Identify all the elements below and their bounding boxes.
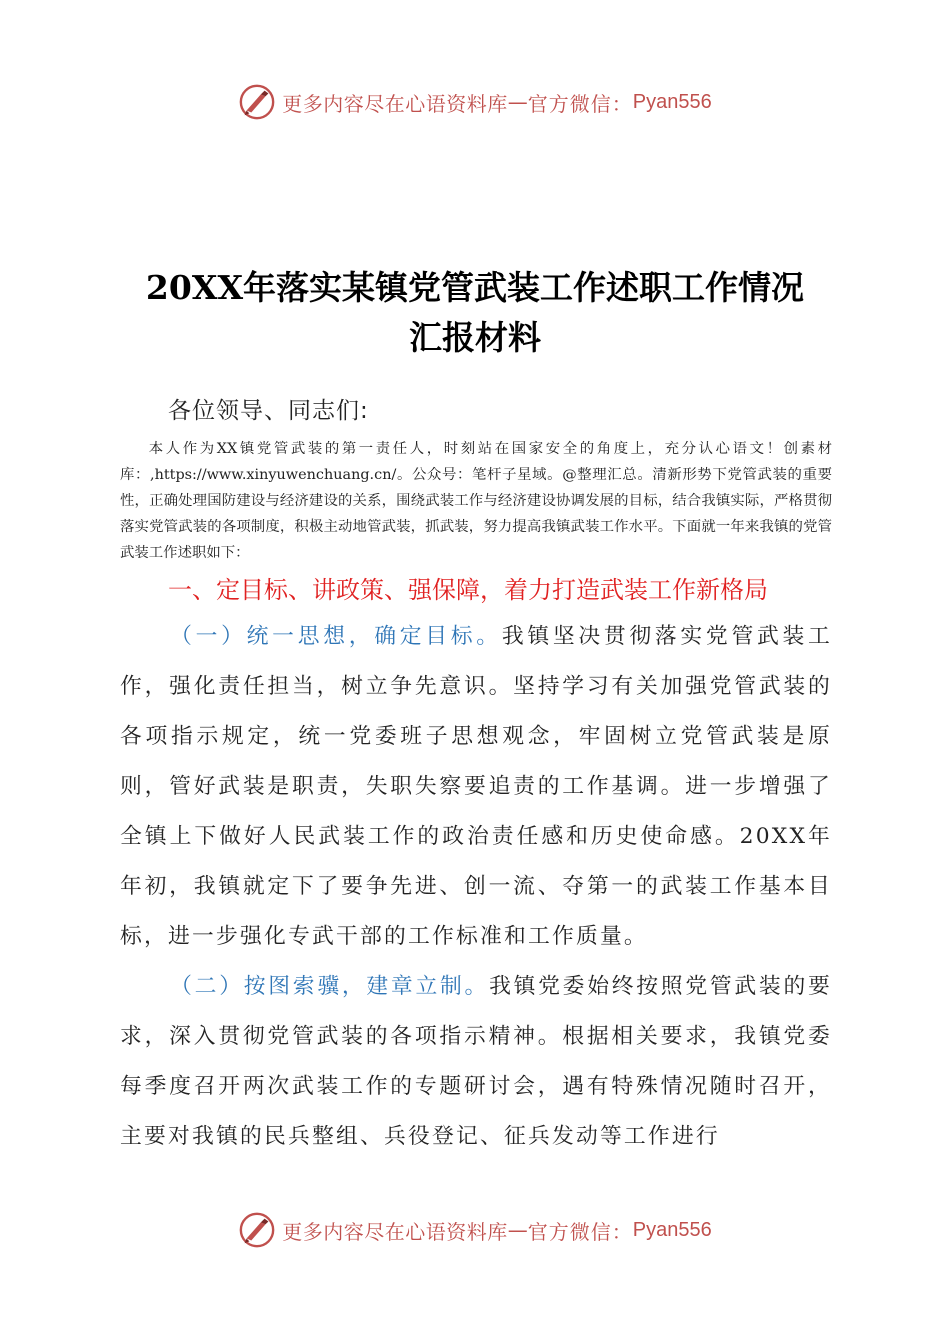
banner-account: Pyan556 — [632, 1218, 712, 1241]
section-heading-1: 一、定目标、讲政策、强保障，着力打造武装工作新格局 — [168, 576, 768, 604]
banner-dash: — — [507, 90, 528, 114]
header-banner — [0, 80, 950, 124]
paragraph-2-text: 我镇党委始终按照党管武装的要求，深入贯彻党管武装的各项指示精神。根据相关要求，我镇党委每季度召开两次武装工作的专题研讨会，遇有特殊情况随时召开，主要对我镇的民兵整组、兵役登记、征兵发动等工作进行 — [120, 974, 832, 1149]
subheading-2: （二）按图索骥，建章立制。 — [170, 974, 490, 999]
banner-wechat-label: 官方微信： — [527, 91, 633, 116]
document-title-line2: 汇报材料 — [409, 318, 541, 357]
subheading-1: （一）统一思想，确定目标。 — [170, 624, 502, 649]
body-paragraph-2 — [120, 962, 832, 1162]
footer-banner — [0, 1208, 950, 1252]
banner-dash: — — [507, 1218, 528, 1242]
document-title-line1: 20XX年落实某镇党管武装工作述职工作情况 — [145, 268, 805, 307]
banner-brand-text: 更多内容尽在心语资料库 — [282, 91, 508, 116]
banner-brand-text: 更多内容尽在心语资料库 — [282, 1219, 508, 1244]
paragraph-1-text: 我镇坚决贯彻落实党管武装工作，强化责任担当，树立争先意识。坚持学习有关加强党管武装的各项指示规定，统一党委班子思想观念，牢固树立党管武装是原则，管好武装是职责，失职失察要追责的工作基调。进一步增强了全镇上下做好人民武装工作的政治责任感和历史使命感。20XX年年初，我镇就定下了要争先进、创一流、夺第一的武装工作基本目标，进一步强化专武干部的工作标准和工作质量。 — [120, 624, 832, 949]
pen-logo-icon — [238, 1211, 276, 1249]
greeting: 各位领导、同志们: — [168, 398, 369, 424]
body-paragraph-1 — [120, 612, 832, 962]
pen-logo-icon — [238, 83, 276, 121]
banner-account: Pyan556 — [632, 90, 712, 113]
banner-wechat-label: 官方微信： — [527, 1219, 633, 1244]
intro-paragraph: 本人作为XX镇党管武装的第一责任人，时刻站在国家安全的角度上，充分认心语文！创素材库：,https://www.xinyuwenchuang.cn/。公众号：笔杆子星域。@整理汇总。清新形势下党管武装的重要性，正确处理国防建设与经济建设的关系，围绕武装工作与经济建设协调发展的目标，结合我镇实际，严格贯彻落实党管武装的各项制度，积极主动地管武装，抓武装，努力提高我镇武装工作水平。下面就一年来我镇的党管武装工作述职如下： — [120, 441, 832, 561]
